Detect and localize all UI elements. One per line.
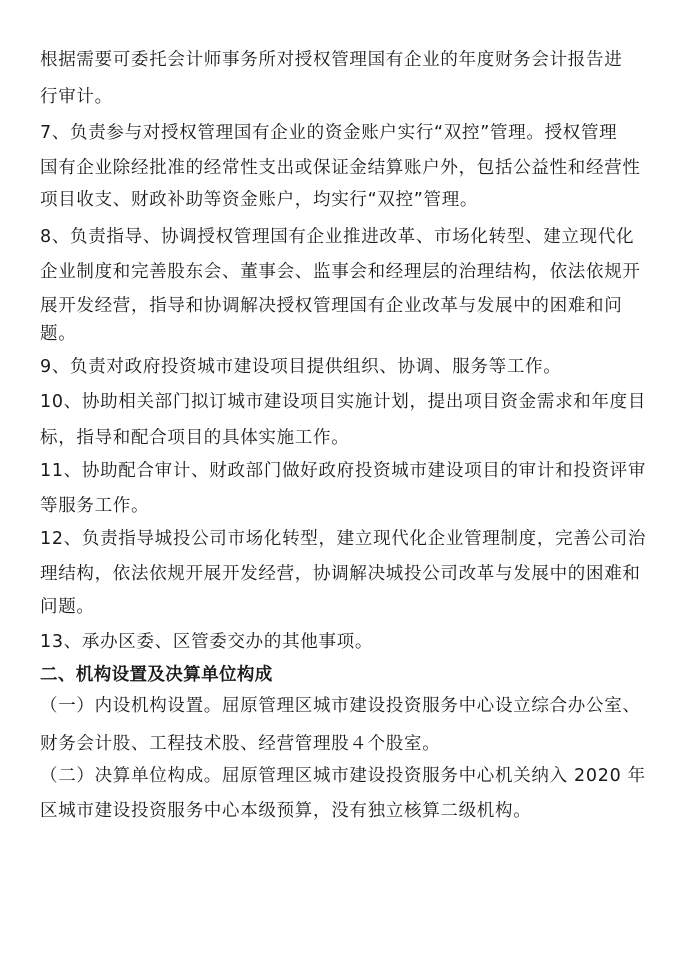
- text-line: 标，指导和配合项目的具体实施工作。: [40, 428, 350, 448]
- text-line: 题。: [40, 324, 77, 344]
- text-line: 12、负责指导城投公司市场化转型，建立现代化企业管理制度，完善公司治: [40, 529, 647, 549]
- text-line: 等服务工作。: [40, 496, 150, 516]
- text-line: 7、负责参与对授权管理国有企业的资金账户实行“双控”管理。授权管理: [40, 123, 618, 143]
- text-line: 区城市建设投资服务中心本级预算，没有独立核算二级机构。: [40, 801, 532, 821]
- text-line: 项目收支、财政补助等资金账户，均实行“双控”管理。: [40, 190, 479, 210]
- text-line: 财务会计股、工程技术股、经营管理股４个股室。: [40, 734, 441, 754]
- text-line: 问题。: [40, 597, 95, 617]
- section-heading: 二、机构设置及决算单位构成: [40, 665, 273, 685]
- text-line: 8、负责指导、协调授权管理国有企业推进改革、市场化转型、建立现代化: [40, 227, 635, 247]
- text-line: （二）决算单位构成。屈原管理区城市建设投资服务中心机关纳入 2020 年: [40, 766, 646, 786]
- text-line: 13、承办区委、区管委交办的其他事项。: [40, 632, 374, 652]
- text-line: 10、协助相关部门拟订城市建设项目实施计划，提出项目资金需求和年度目: [40, 392, 647, 412]
- text-line: 企业制度和完善股东会、董事会、监事会和经理层的治理结构，依法依规开: [40, 262, 641, 282]
- text-line: 国有企业除经批准的经常性支出或保证金结算账户外，包括公益性和经营性: [40, 158, 641, 178]
- text-line: 根据需要可委托会计师事务所对授权管理国有企业的年度财务会计报告进: [40, 50, 623, 70]
- text-line: （一）内设机构设置。屈原管理区城市建设投资服务中心设立综合办公室、: [40, 696, 641, 716]
- text-line: 11、协助配合审计、财政部门做好政府投资城市建设项目的审计和投资评审: [40, 461, 647, 481]
- text-line: 理结构，依法依规开展开发经营，协调解决城投公司改革与发展中的困难和: [40, 564, 641, 584]
- text-line: 9、负责对政府投资城市建设项目提供组织、协调、服务等工作。: [40, 357, 562, 377]
- text-line: 展开发经营，指导和协调解决授权管理国有企业改革与发展中的困难和问: [40, 296, 623, 316]
- text-line: 行审计。: [40, 87, 113, 107]
